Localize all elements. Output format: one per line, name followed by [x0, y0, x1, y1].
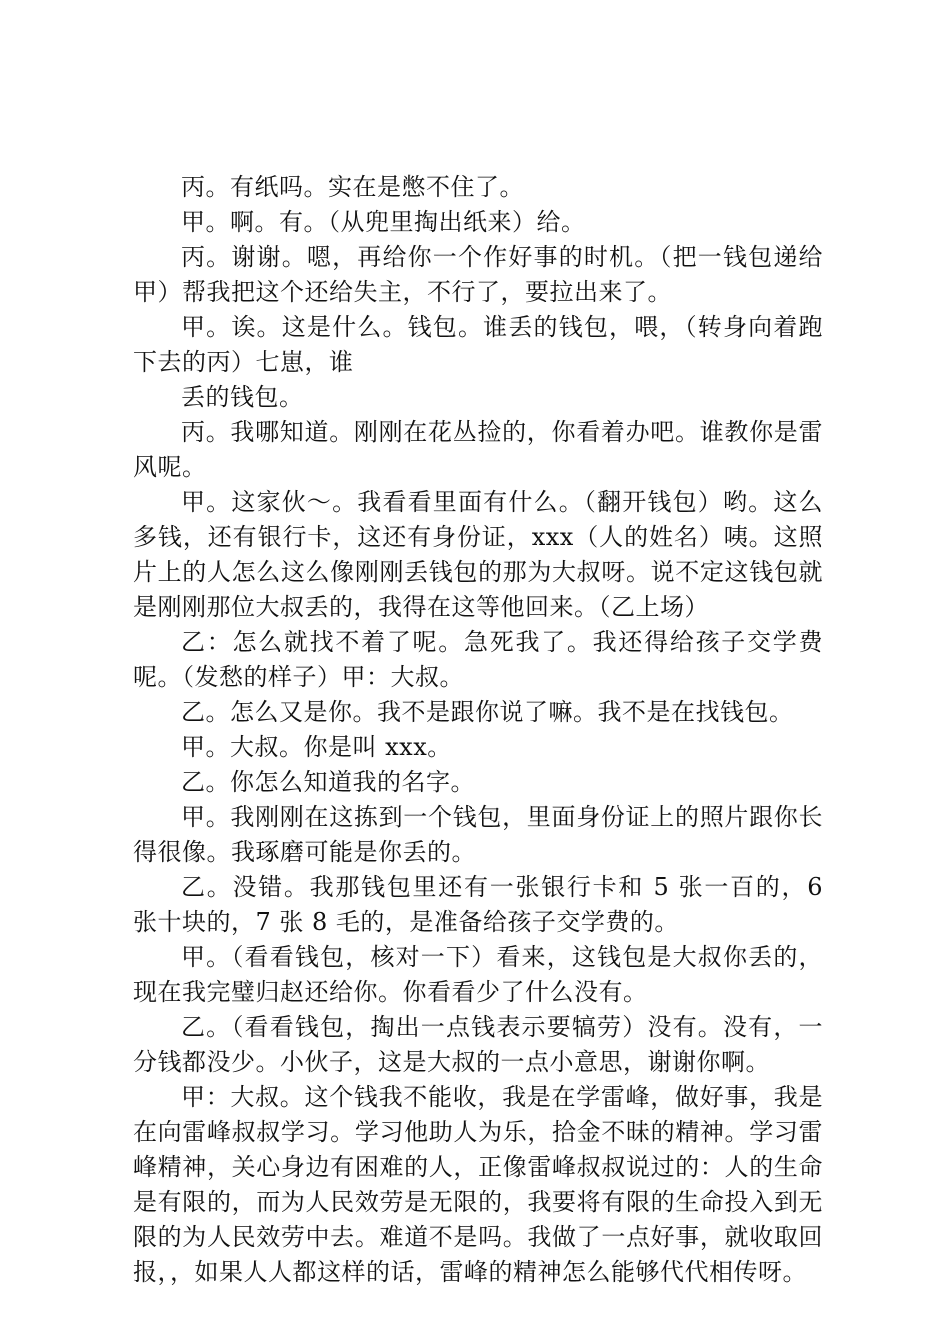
paragraph: 甲：大叔。这个钱我不能收，我是在学雷峰，做好事，我是在向雷峰叔叔学习。学习他助人为乐，拾金不昧的精神。学习雷峰精神，关心身边有困难的人，正像雷峰叔叔说过的：人的生命是有限的，而为人民效劳是无限的，我要将有限的生命投入到无限的为人民效劳中去。难道不是吗。我做了一点好事，就收取回报，，如果人人都这样的话，雷峰的精神怎么能够代代相传呀。: [133, 1083, 823, 1286]
paragraph: 丙。我哪知道。刚刚在花丛捡的，你看着办吧。谁教你是雷风呢。: [133, 418, 823, 481]
paragraph: 丙。谢谢。嗯，再给你一个作好事的时机。（把一钱包递给甲）帮我把这个还给失主，不行了，要拉出来了。: [133, 243, 823, 306]
paragraph: 乙。怎么又是你。我不是跟你说了嘛。我不是在找钱包。: [181, 698, 794, 726]
paragraph: 甲。这家伙～。我看看里面有什么。（翻开钱包）哟。这么多钱，还有银行卡，这还有身份证，xxx（人的姓名）咦。这照片上的人怎么这么像刚刚丢钱包的那为大叔呀。说不定这钱包就是刚刚那位大叔丢的，我得在这等他回来。（乙上场）: [133, 488, 823, 621]
paragraph: 丙。有纸吗。实在是憋不住了。: [181, 173, 524, 201]
paragraph: 甲。啊。有。（从兜里掏出纸来）给。: [181, 208, 586, 236]
paragraph: 乙。（看看钱包，掏出一点钱表示要犒劳）没有。没有，一分钱都没少。小伙子，这是大叔的一点小意思，谢谢你啊。: [133, 1013, 823, 1076]
paragraph: 甲。（看看钱包，核对一下）看来，这钱包是大叔你丢的，现在我完璧归赵还给你。你看看少了什么没有。: [133, 943, 823, 1006]
paragraph: 乙。没错。我那钱包里还有一张银行卡和 5 张一百的，6 张十块的，7 张 8 毛的，是准备给孩子交学费的。: [133, 873, 823, 936]
paragraph: 甲。诶。这是什么。钱包。谁丢的钱包，喂，（转身向着跑下去的丙）七崽，谁: [133, 313, 823, 376]
script-text: [133, 170, 823, 1290]
paragraph: 甲。我刚刚在这拣到一个钱包，里面身份证上的照片跟你长得很像。我琢磨可能是你丢的。: [133, 803, 823, 866]
paragraph: 乙：怎么就找不着了呢。急死我了。我还得给孩子交学费呢。（发愁的样子）甲：大叔。: [133, 628, 823, 691]
paragraph: 乙。你怎么知道我的名字。: [181, 768, 475, 796]
paragraph: 甲。大叔。你是叫 xxx。: [181, 733, 452, 761]
paragraph: 丢的钱包。: [181, 383, 304, 411]
